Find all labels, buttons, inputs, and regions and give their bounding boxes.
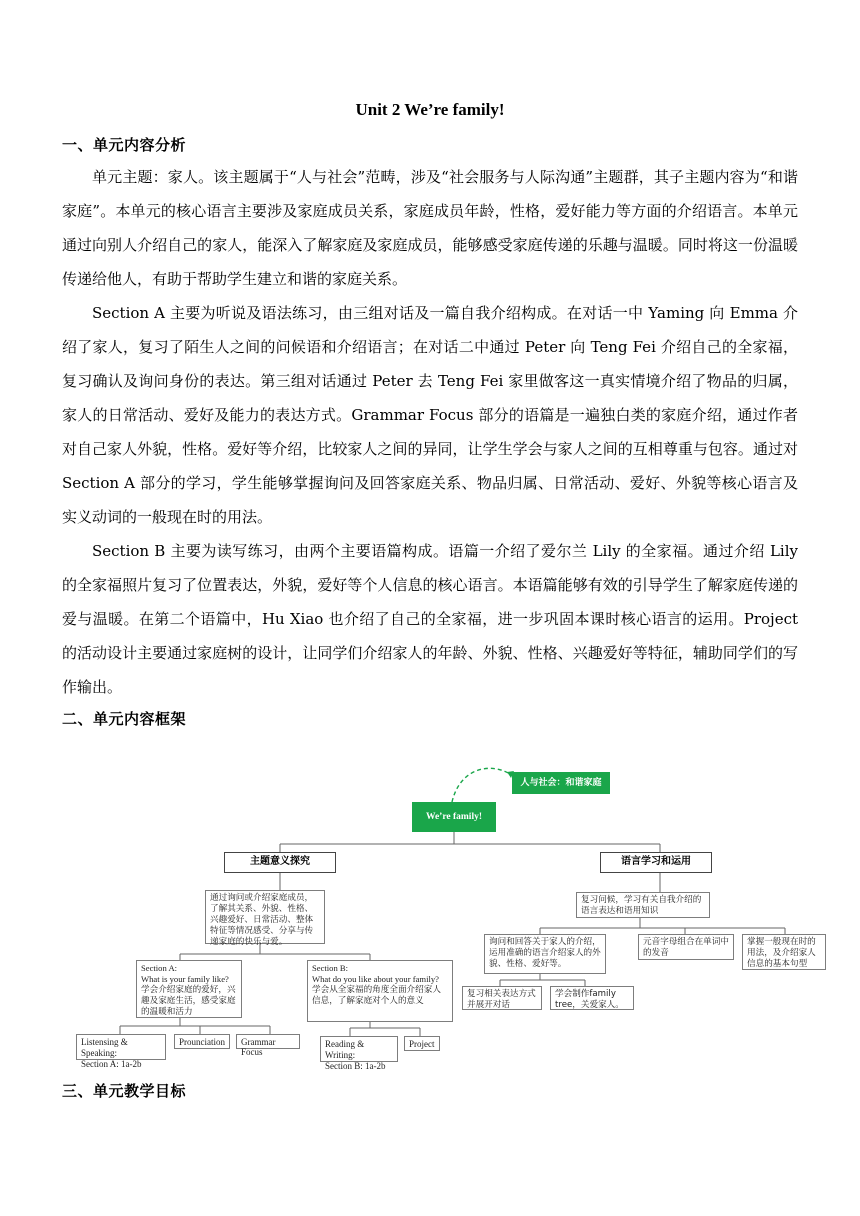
reading-writing-node <box>320 1036 398 1071</box>
section-b-title: Section B: <box>312 963 349 973</box>
grammar-focus-node: Grammar Focus <box>236 1034 300 1049</box>
present-tense-node: 掌握一般现在时的用法，及介绍家人信息的基本句型 <box>742 934 826 970</box>
theme-exploration-header: 主题意义探究 <box>224 852 336 873</box>
family-tree-node: 学会制作family tree，关爱家人。 <box>550 986 634 1010</box>
section-a-title: Section A: <box>141 963 178 973</box>
reading-writing-label: Reading & Writing: <box>325 1039 365 1060</box>
document-title: Unit 2 We’re family! <box>355 100 505 119</box>
paragraph-section-b: Section B 主要为读写练习，由两个主要语篇构成。语篇一介绍了爱尔兰 Lily 的全家福。通过介绍 Lily 的全家福照片复习了位置表达，外貌，爱好等个人信息的核心语言。本语篇能够有效的引导学生了解家庭传递的爱与温暖。在第二个语篇中，Hu Xiao 也介绍了自己的全家福，进一步巩固本课时核心语言的运用。Project 的活动设计主要通过家庭树的设计，让同学们介绍家人的年龄、外貌、性格、兴趣爱好等特征，辅助同学们的写作输出。 <box>62 542 798 696</box>
reading-writing-range: Section B: 1a-2b <box>325 1061 386 1071</box>
section-heading-analysis: 一、单元内容分析 <box>62 136 187 154</box>
listening-speaking-label: Listensing & Speaking: <box>81 1037 128 1058</box>
language-summary-node: 复习问候，学习有关自我介绍的语言表达和语用知识 <box>576 892 710 918</box>
paragraph-theme: 单元主题：家人。该主题属于“人与社会”范畴，涉及“社会服务与人际沟通”主题群，其子主题内容为“和谐家庭”。本单元的核心语言主要涉及家庭成员关系，家庭成员年龄，性格，爱好能力等方面的介绍语言。本单元通过向别人介绍自己的家人，能深入了解家庭及家庭成员，能够感受家庭传递的乐趣与温暖。同时将这一份温暖传递给他人，有助于帮助学生建立和谐的家庭关系。 <box>62 168 798 288</box>
pronunciation-node: Prounciation <box>174 1034 230 1049</box>
language-use-header: 语言学习和运用 <box>600 852 712 873</box>
section-a-node <box>136 960 242 1018</box>
section-b-question: What do you like about your family? <box>312 974 439 984</box>
section-b-description: 学会从全家福的角度全面介绍家人信息，了解家庭对个人的意义 <box>312 985 441 1006</box>
listening-speaking-range: Section A: 1a-2b <box>81 1059 142 1069</box>
unit-framework-diagram <box>70 758 860 1071</box>
theme-tag: 人与社会：和谐家庭 <box>512 772 610 794</box>
diagram-root: We’re family! <box>412 802 496 832</box>
section-a-description: 学会介绍家庭的爱好，兴趣及家庭生活，感受家庭的温暖和活力 <box>141 985 236 1017</box>
paragraph-section-a: Section A 主要为听说及语法练习，由三组对话及一篇自我介绍构成。在对话一中 Yaming 向 Emma 介绍了家人，复习了陌生人之间的问候语和介绍语言；在对话二中通过 Peter 向 Teng Fei 介绍自己的全家福，复习确认及询问身份的表达。第三组对话通过 Peter 去 Teng Fei 家里做客这一真实情境介绍了物品的归属，家人的日常活动、爱好及能力的表达方式。Grammar Focus 部分的语篇是一遍独白类的家庭介绍，通过作者对自己家人外貌，性格。爱好等介绍，比较家人之间的异同，让学生学会与家人之间的互相尊重与包容。通过对 Section A 部分的学习，学生能够掌握询问及回答家庭关系、物品归属、日常活动、爱好、外貌等核心语言及实义动词的一般现在时的用法。 <box>62 304 798 526</box>
ask-answer-node: 询问和回答关于家人的介绍，运用准确的语言介绍家人的外貌、性格、爱好等。 <box>484 934 606 974</box>
review-expressions-node: 复习相关表达方式并展开对话 <box>462 986 542 1010</box>
vowel-pronunciation-node: 元音字母组合在单词中的发音 <box>638 934 734 960</box>
project-node: Project <box>404 1036 440 1051</box>
listening-speaking-node <box>76 1034 166 1069</box>
section-b-node <box>307 960 453 1022</box>
theme-summary-node: 通过询问或介绍家庭成员，了解其关系、外貌、性格、兴趣爱好、日常活动、整体特征等情况感受、分享与传递家庭的快乐与爱。 <box>205 890 325 944</box>
section-heading-objectives: 三、单元教学目标 <box>62 1082 187 1100</box>
section-heading-framework: 二、单元内容框架 <box>62 710 187 728</box>
section-a-question: What is your family like? <box>141 974 229 984</box>
